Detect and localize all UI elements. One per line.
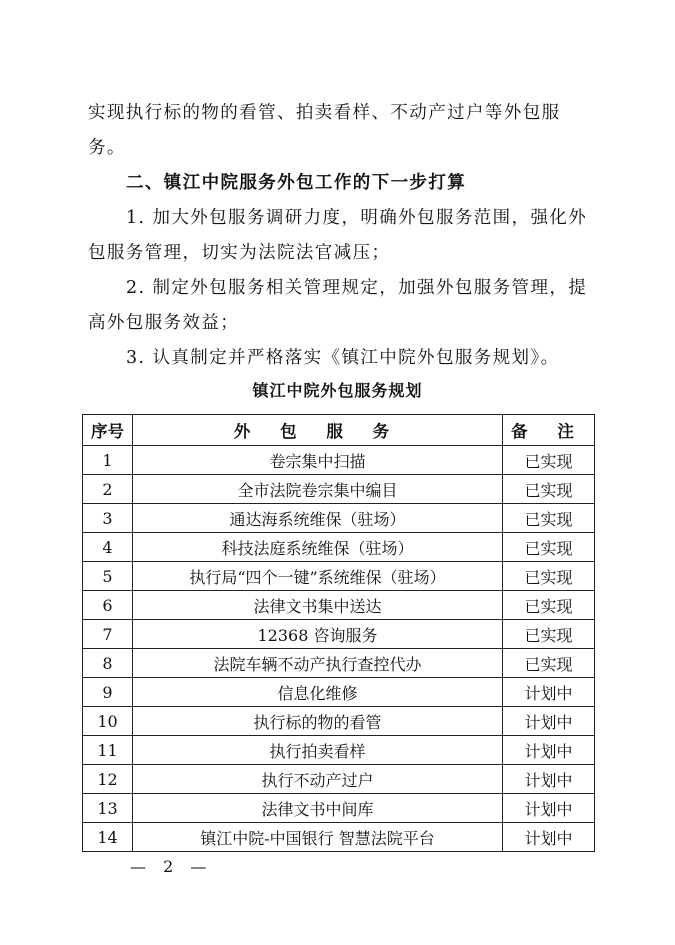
row-index: 2 bbox=[83, 475, 133, 504]
row-remark: 已实现 bbox=[503, 620, 595, 649]
header-remark: 备 注 bbox=[503, 415, 595, 446]
row-index: 13 bbox=[83, 794, 133, 823]
table-body bbox=[83, 446, 595, 852]
row-service: 科技法庭系统维保（驻场） bbox=[133, 533, 503, 562]
row-remark: 计划中 bbox=[503, 823, 595, 852]
outsourcing-plan-table bbox=[82, 414, 595, 852]
row-remark: 计划中 bbox=[503, 736, 595, 765]
row-service: 执行标的物的看管 bbox=[133, 707, 503, 736]
row-service: 法律文书中间库 bbox=[133, 794, 503, 823]
row-index: 9 bbox=[83, 678, 133, 707]
row-index: 5 bbox=[83, 562, 133, 591]
table-row bbox=[83, 794, 595, 823]
row-service: 执行不动产过户 bbox=[133, 765, 503, 794]
row-service: 全市法院卷宗集中编目 bbox=[133, 475, 503, 504]
table-row bbox=[83, 475, 595, 504]
paragraph-continuation: 实现执行标的物的看管、拍卖看样、不动产过户等外包服务。 bbox=[88, 103, 561, 158]
row-index: 10 bbox=[83, 707, 133, 736]
row-index: 7 bbox=[83, 620, 133, 649]
table-row bbox=[83, 562, 595, 591]
row-index: 3 bbox=[83, 504, 133, 533]
table-title: 镇江中院外包服务规划 bbox=[252, 381, 423, 400]
row-remark: 已实现 bbox=[503, 591, 595, 620]
row-index: 14 bbox=[83, 823, 133, 852]
row-remark: 计划中 bbox=[503, 794, 595, 823]
row-remark: 计划中 bbox=[503, 707, 595, 736]
row-remark: 已实现 bbox=[503, 446, 595, 475]
section-heading: 二、镇江中院服务外包工作的下一步打算 bbox=[126, 173, 467, 193]
row-remark: 已实现 bbox=[503, 475, 595, 504]
table-row bbox=[83, 823, 595, 852]
row-service: 通达海系统维保（驻场） bbox=[133, 504, 503, 533]
page-number: — 2 — bbox=[130, 857, 213, 876]
row-index: 1 bbox=[83, 446, 133, 475]
table-row bbox=[83, 649, 595, 678]
row-service: 镇江中院-中国银行 智慧法院平台 bbox=[133, 823, 503, 852]
table-row bbox=[83, 765, 595, 794]
row-remark: 已实现 bbox=[503, 562, 595, 591]
row-service: 信息化维修 bbox=[133, 678, 503, 707]
row-remark: 计划中 bbox=[503, 678, 595, 707]
row-service: 卷宗集中扫描 bbox=[133, 446, 503, 475]
row-index: 12 bbox=[83, 765, 133, 794]
row-service: 法院车辆不动产执行查控代办 bbox=[133, 649, 503, 678]
table-row bbox=[83, 736, 595, 765]
paragraph-item-1: 1. 加大外包服务调研力度，明确外包服务范围，强化外包服务管理，切实为法院法官减压； bbox=[88, 208, 588, 263]
row-service: 法律文书集中送达 bbox=[133, 591, 503, 620]
row-service: 执行局“四个一键”系统维保（驻场） bbox=[133, 562, 503, 591]
row-index: 4 bbox=[83, 533, 133, 562]
row-remark: 已实现 bbox=[503, 504, 595, 533]
table-row bbox=[83, 707, 595, 736]
header-service: 外 包 服 务 bbox=[133, 415, 503, 446]
paragraph-item-2: 2. 制定外包服务相关管理规定，加强外包服务管理，提高外包服务效益； bbox=[88, 278, 588, 333]
paragraph-item-3: 3. 认真制定并严格落实《镇江中院外包服务规划》。 bbox=[126, 348, 560, 368]
table-row bbox=[83, 504, 595, 533]
table-row bbox=[83, 620, 595, 649]
table-header-row bbox=[83, 415, 595, 446]
row-remark: 已实现 bbox=[503, 533, 595, 562]
header-index: 序号 bbox=[83, 415, 133, 446]
row-index: 8 bbox=[83, 649, 133, 678]
row-index: 11 bbox=[83, 736, 133, 765]
row-remark: 计划中 bbox=[503, 765, 595, 794]
row-remark: 已实现 bbox=[503, 649, 595, 678]
row-service: 12368 咨询服务 bbox=[133, 620, 503, 649]
table-row bbox=[83, 591, 595, 620]
table-row bbox=[83, 533, 595, 562]
row-index: 6 bbox=[83, 591, 133, 620]
row-service: 执行拍卖看样 bbox=[133, 736, 503, 765]
table-row bbox=[83, 678, 595, 707]
table-row bbox=[83, 446, 595, 475]
